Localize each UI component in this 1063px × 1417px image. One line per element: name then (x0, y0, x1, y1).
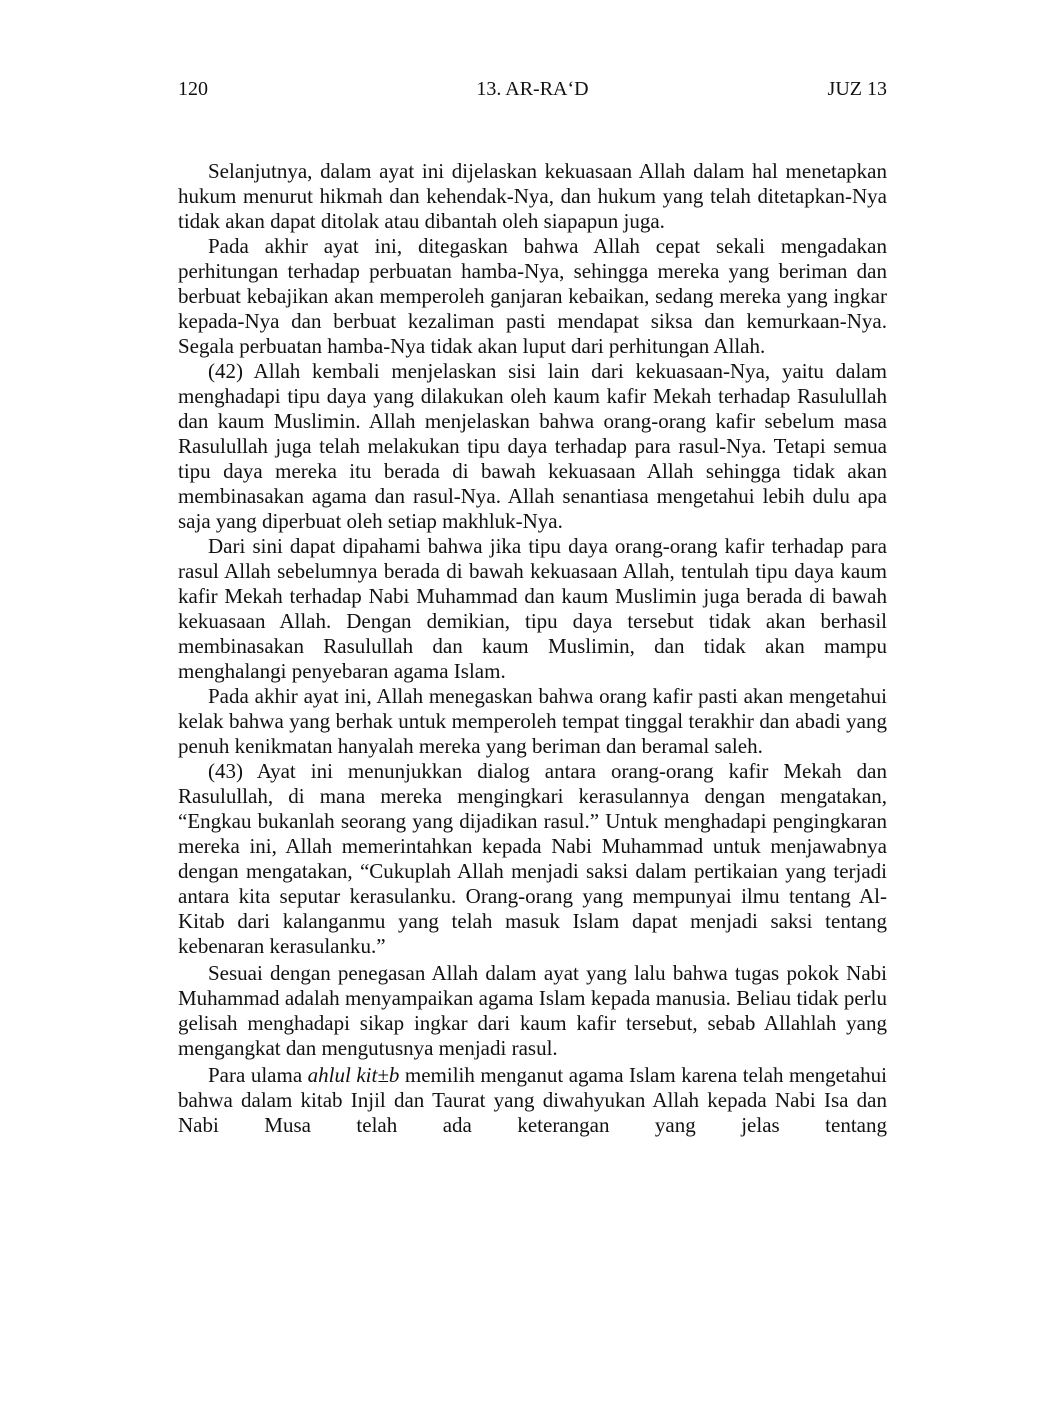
juz-label: JUZ 13 (827, 78, 887, 100)
paragraph: (43) Ayat ini menunjukkan dialog antara orang-orang kafir Mekah dan Rasulullah, di mana mereka mengingkari kerasulannya dengan mengatakan, “Engkau bukanlah seorang yang dijadikan rasul.” Untuk menghadapi pengingkaran mereka ini, Allah memerintahkan kepada Nabi Muhammad untuk menjawabnya dengan mengatakan, “Cukuplah Allah menjadi saksi dalam pertikaian yang terjadi antara kita seputar kerasulanku. Orang-orang yang mempunyai ilmu tentang Al-Kitab dari kalanganmu yang telah masuk Islam dapat menjadi saksi tentang kebenaran kerasulanku.” (178, 759, 887, 958)
paragraph (178, 1063, 887, 1138)
page-number: 120 (178, 78, 208, 100)
body-text (178, 159, 887, 1138)
paragraph-text: Para ulama (208, 1063, 308, 1087)
italic-term: ahlul kit±b (307, 1063, 400, 1087)
paragraph: Sesuai dengan penegasan Allah dalam ayat yang lalu bahwa tugas pokok Nabi Muhammad adalah menyampaikan agama Islam kepada manusia. Beliau tidak perlu gelisah menghadapi sikap ingkar dari kaum kafir tersebut, sebab Allahlah yang mengangkat dan mengutusnya menjadi rasul. (178, 961, 887, 1060)
paragraph: Pada akhir ayat ini, Allah menegaskan bahwa orang kafir pasti akan mengetahui kelak bahwa yang berhak untuk memperoleh tempat tinggal terakhir dan abadi yang penuh kenikmatan hanyalah mereka yang beriman dan beramal saleh. (178, 684, 887, 758)
running-header (178, 76, 887, 102)
paragraph: (42) Allah kembali menjelaskan sisi lain dari kekuasaan-Nya, yaitu dalam menghadapi tipu daya yang dilakukan oleh kaum kafir Mekah terhadap Rasulullah dan kaum Muslimin. Allah menjelaskan bahwa orang-orang kafir sebelum masa Rasulullah juga telah melakukan tipu daya terhadap para rasul-Nya. Tetapi semua tipu daya mereka itu berada di bawah kekuasaan Allah sehingga tidak akan membinasakan agama dan rasul-Nya. Allah senantiasa mengetahui lebih dulu apa saja yang diperbuat oleh setiap makhluk-Nya. (178, 359, 887, 533)
paragraph-text: memilih menganut agama Islam karena telah mengetahui bahwa dalam kitab Injil dan Taurat yang diwahyukan Allah kepada Nabi Isa dan Nabi Musa telah ada keterangan yang jelas tentang (178, 1063, 887, 1137)
paragraph: Selanjutnya, dalam ayat ini dijelaskan kekuasaan Allah dalam hal menetapkan hukum menurut hikmah dan kehendak-Nya, dan hukum yang telah ditetapkan-Nya tidak akan dapat ditolak atau dibantah oleh siapapun juga. (178, 159, 887, 233)
chapter-title: 13. AR-RA‘D (476, 78, 589, 100)
paragraph: Dari sini dapat dipahami bahwa jika tipu daya orang-orang kafir terhadap para rasul Allah sebelumnya berada di bawah kekuasaan Allah, tentulah tipu daya kaum kafir Mekah terhadap Nabi Muhammad dan kaum Muslimin juga berada di bawah kekuasaan Allah. Dengan demikian, tipu daya tersebut tidak akan berhasil membinasakan Rasulullah dan kaum Muslimin, dan tidak akan mampu menghalangi penyebaran agama Islam. (178, 534, 887, 683)
paragraph: Pada akhir ayat ini, ditegaskan bahwa Allah cepat sekali mengadakan perhitungan terhadap perbuatan hamba-Nya, sehingga mereka yang beriman dan berbuat kebajikan akan memperoleh ganjaran kebaikan, sedang mereka yang ingkar kepada-Nya dan berbuat kezaliman pasti mendapat siksa dan kemurkaan-Nya. Segala perbuatan hamba-Nya tidak akan luput dari perhitungan Allah. (178, 234, 887, 358)
